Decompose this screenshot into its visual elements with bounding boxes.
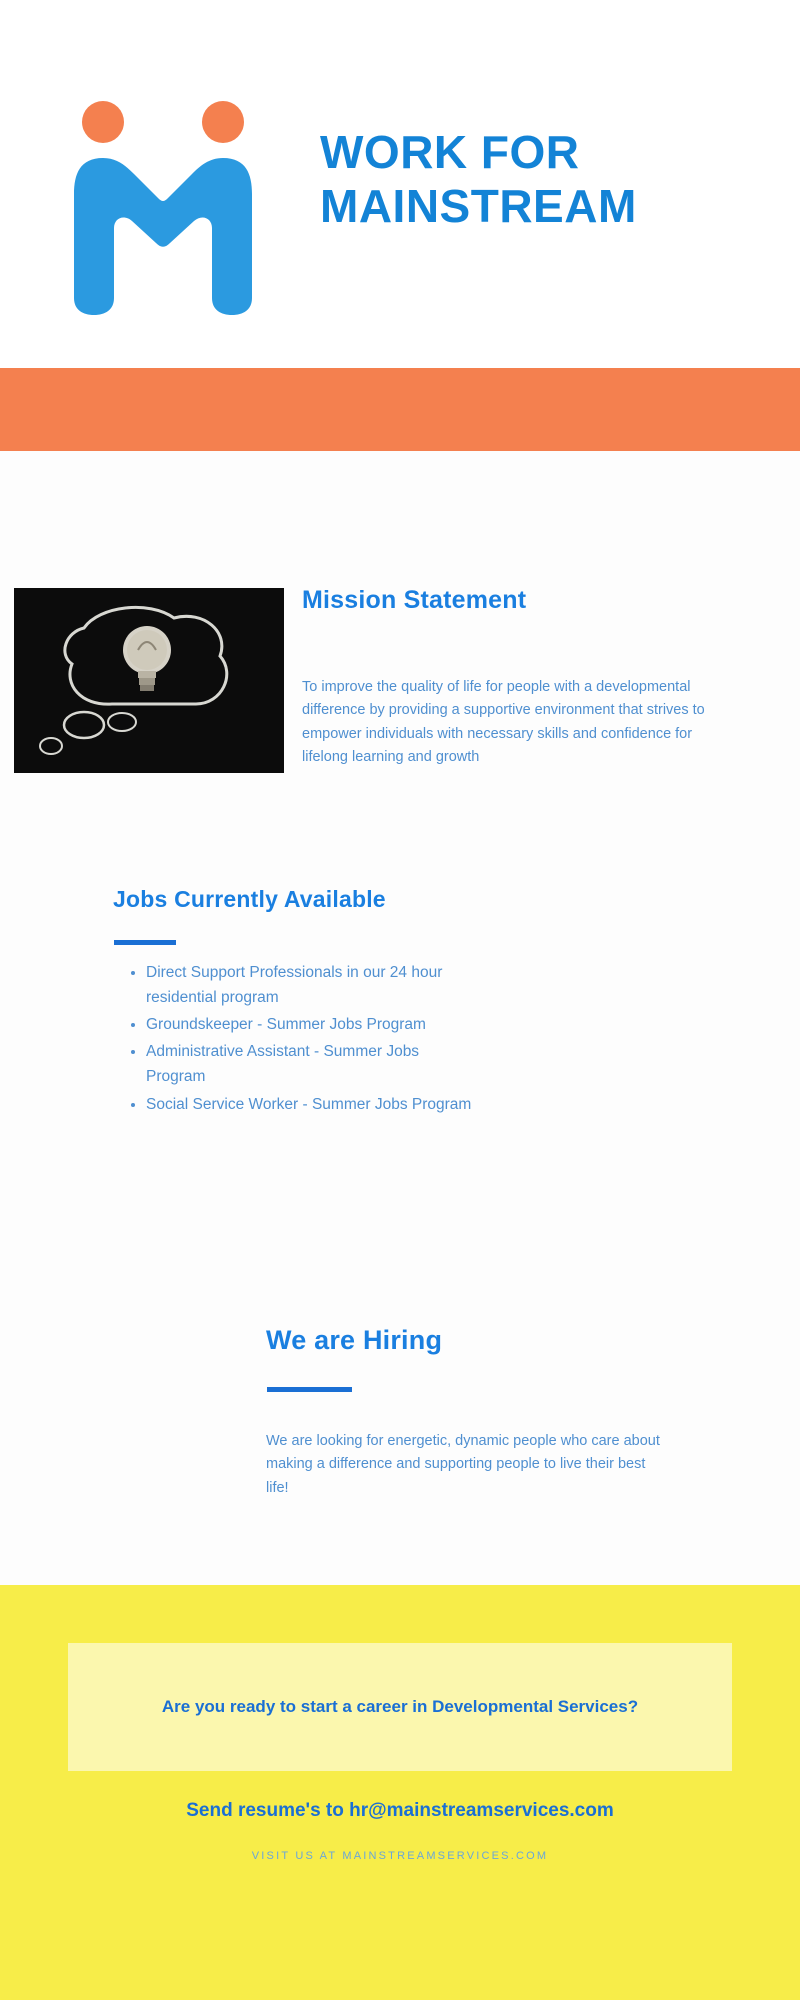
hiring-underline-rule xyxy=(267,1387,352,1392)
hiring-body-text: We are looking for energetic, dynamic people who care about making a difference and supporting people to live their best life! xyxy=(266,1433,660,1496)
resume-contact-line[interactable]: Send resume's to hr@mainstreamservices.com xyxy=(186,1800,614,1821)
jobs-underline-rule xyxy=(114,940,176,945)
jobs-list xyxy=(118,960,476,1119)
orange-divider-band xyxy=(0,368,800,451)
website-line[interactable]: VISIT US AT MAINSTREAMSERVICES.COM xyxy=(251,1850,549,1862)
list-item: • Administrative Assistant - Summer Jobs Program xyxy=(146,1039,476,1089)
jobs-heading: Jobs Currently Available xyxy=(113,886,386,912)
header-section xyxy=(0,0,800,368)
mission-body-text: To improve the quality of life for people with a developmental difference by providing a supportive environment that strives to empower individuals with necessary skills and confidence for lifelong learning and growth xyxy=(302,679,705,766)
poster-title-line-1: WORK FOR xyxy=(320,126,580,178)
list-item: • Direct Support Professionals in our 24 hour residential program xyxy=(146,960,476,1010)
poster-title xyxy=(320,125,740,234)
poster-title-line-2: MAINSTREAM xyxy=(320,180,637,233)
cta-text: Are you ready to start a career in Developmental Services? xyxy=(161,1697,639,1717)
mission-photo xyxy=(14,588,284,773)
mission-heading: Mission Statement xyxy=(302,586,527,614)
hiring-heading: We are Hiring xyxy=(266,1325,443,1355)
list-item: • Social Service Worker - Summer Jobs Program xyxy=(146,1092,476,1117)
list-item: • Groundskeeper - Summer Jobs Program xyxy=(146,1012,476,1037)
mainstream-m-logo-icon xyxy=(68,100,258,315)
cta-box xyxy=(68,1643,732,1771)
